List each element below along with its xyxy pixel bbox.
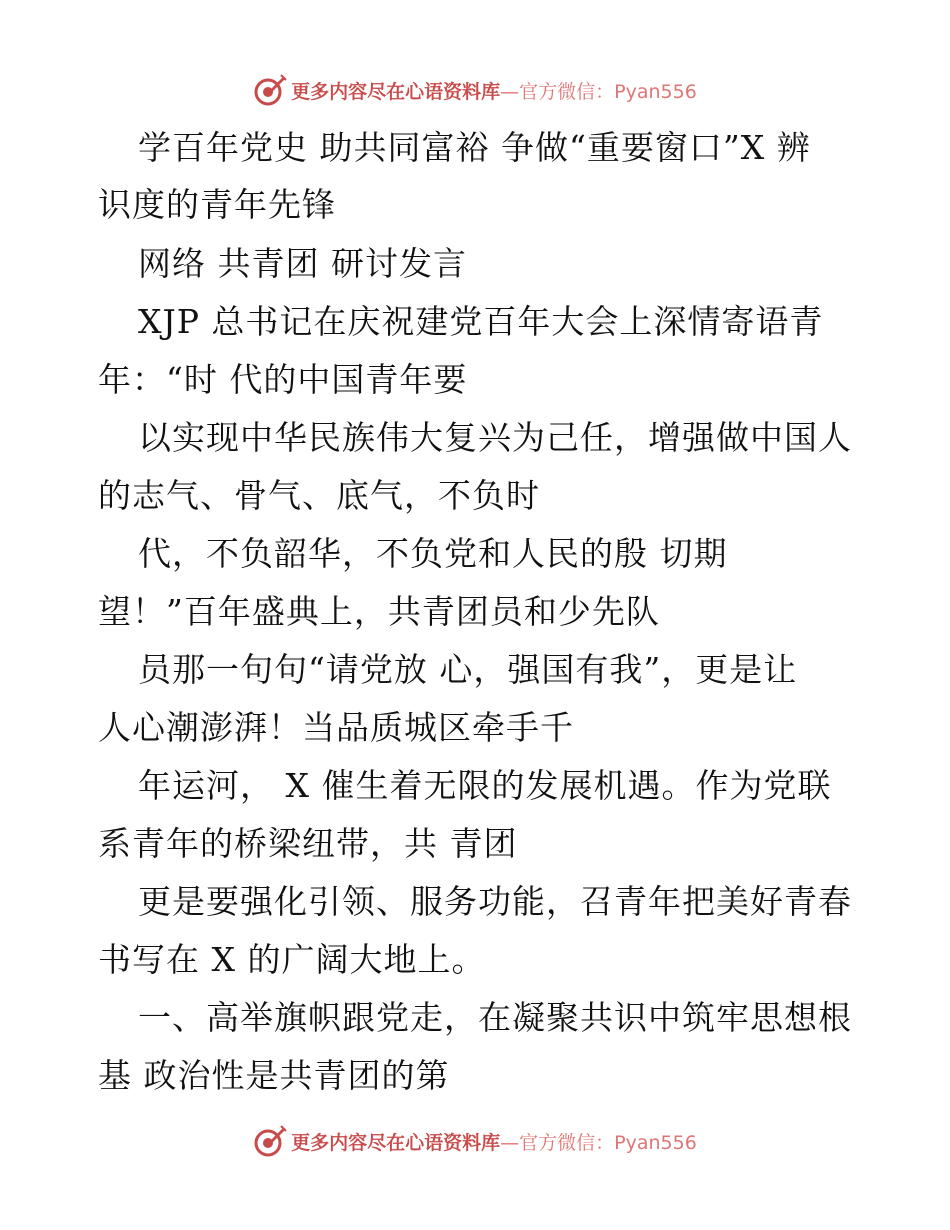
footer-watermark — [0, 1121, 950, 1161]
title-line-1: 学百年党史 助共同富裕 争做“重要窗口”X 辨 — [138, 128, 811, 167]
watermark-tail: 官方微信：Pyan556 — [519, 80, 697, 103]
header-watermark — [0, 70, 950, 110]
paragraph-line: 以实现中华民族伟大复兴为己任，增强做中国人 — [138, 418, 852, 457]
watermark-main: 更多内容尽在心语资料库 — [291, 80, 501, 103]
paragraph-line: XJP 总书记在庆祝建党百年大会上深情寄语青 — [138, 302, 824, 341]
watermark-text — [291, 77, 697, 104]
paragraph-line: 更是要强化引领、服务功能，召青年把美好青春 — [138, 882, 852, 921]
paragraph-line: 代，不负韶华，不负党和人民的殷 切期 — [138, 534, 728, 573]
watermark-main: 更多内容尽在心语资料库 — [291, 1131, 501, 1154]
paragraph-line: 年运河， X 催生着无限的发展机遇。作为党联 — [138, 766, 832, 805]
watermark-separator: — — [500, 1131, 520, 1154]
watermark-text — [291, 1128, 697, 1155]
title-line-2: 识度的青年先锋 — [98, 185, 336, 224]
pen-logo-icon — [253, 1124, 287, 1158]
subtitle-line: 网络 共青团 研讨发言 — [138, 244, 467, 283]
paragraph-line: 系青年的桥梁纽带，共 青团 — [98, 824, 518, 863]
pen-logo-icon — [253, 73, 287, 107]
section-heading-line: 一、高举旗帜跟党走，在凝聚共识中筑牢思想根 — [138, 998, 852, 1037]
paragraph-line: 年：“时 代的中国青年要 — [98, 360, 468, 399]
paragraph-line: 的志气、骨气、底气，不负时 — [98, 476, 540, 515]
watermark-separator: — — [500, 80, 520, 103]
paragraph-line: 望！”百年盛典上，共青团员和少先队 — [98, 592, 660, 631]
section-heading-line: 基 政治性是共青团的第 — [98, 1056, 450, 1095]
paragraph-line: 人心潮澎湃！当品质城区牵手千 — [98, 708, 574, 747]
paragraph-line: 员那一句句“请党放 心，强国有我”，更是让 — [138, 650, 798, 689]
watermark-tail: 官方微信：Pyan556 — [519, 1131, 697, 1154]
paragraph-line: 书写在 X 的广阔大地上。 — [98, 940, 486, 979]
